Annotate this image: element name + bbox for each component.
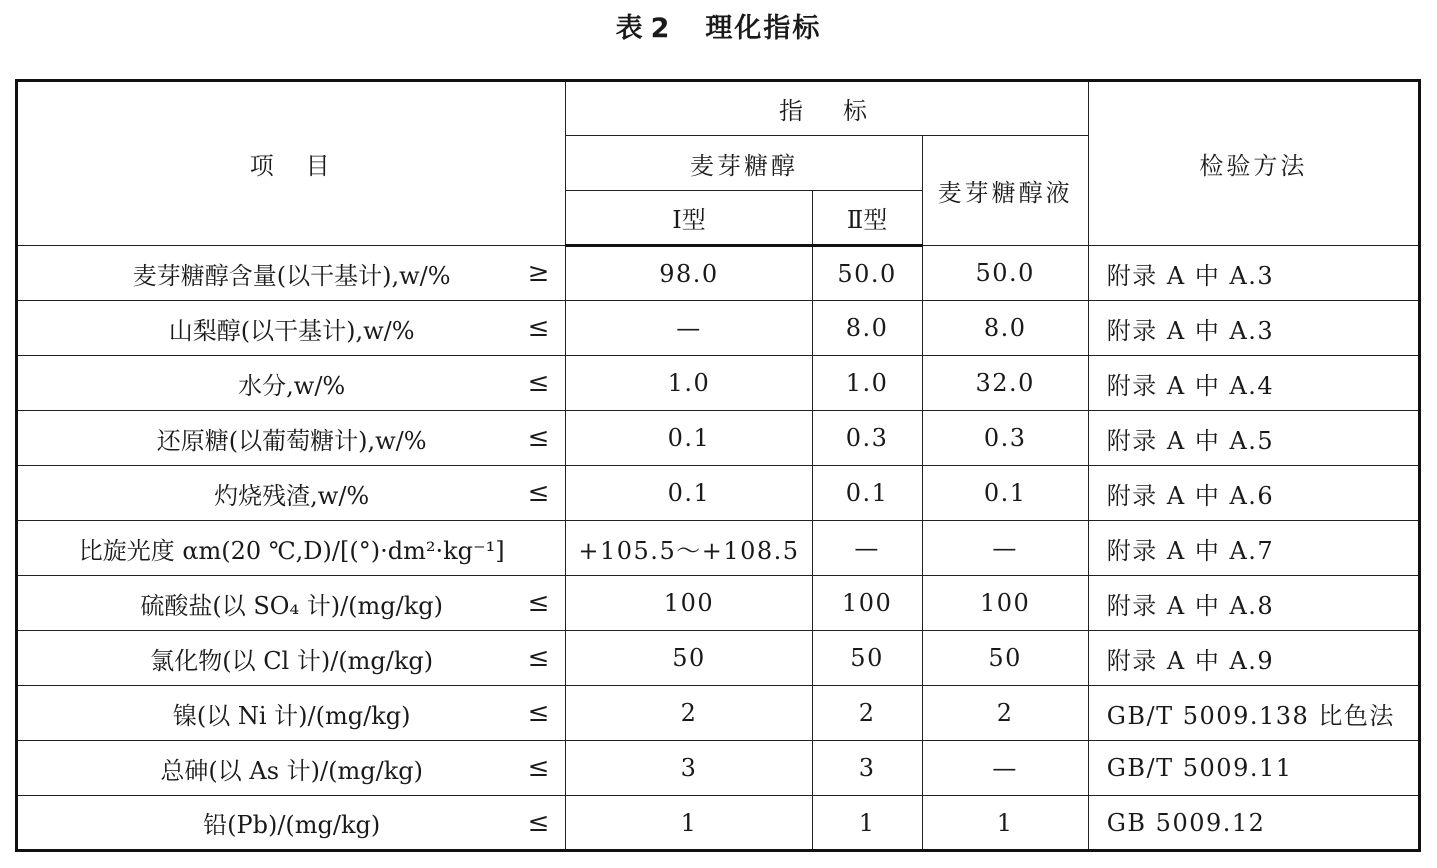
row-item-label: 总砷(以 As 计)/(mg/kg) (160, 756, 423, 785)
row-method-cell: 附录 A 中 A.9 (1088, 631, 1419, 686)
row-type1-cell: +105.5～+108.5 (566, 521, 812, 576)
header-maltitol-liquid: 麦芽糖醇液 (922, 136, 1088, 246)
row-liquid-cell: 50.0 (922, 246, 1088, 301)
row-type2-cell: 50 (812, 631, 922, 686)
caption-label: 表 (615, 13, 645, 44)
caption-number: 2 (650, 13, 672, 44)
row-method-cell: 附录 A 中 A.3 (1088, 246, 1419, 301)
row-operator: ≤ (527, 478, 550, 508)
row-liquid-cell: 100 (922, 576, 1088, 631)
row-type1-cell: 1.0 (566, 356, 812, 411)
table-row (17, 466, 1420, 521)
row-item-label: 麦芽糖醇含量(以干基计),w/% (132, 261, 451, 290)
row-liquid-cell: 0.1 (922, 466, 1088, 521)
row-method-cell: 附录 A 中 A.4 (1088, 356, 1419, 411)
row-type1-cell: 0.1 (566, 411, 812, 466)
table-row (17, 796, 1420, 851)
row-liquid-cell: 2 (922, 686, 1088, 741)
header-type-2: Ⅱ型 (812, 191, 922, 246)
row-operator: ≤ (527, 368, 550, 398)
row-operator: ≤ (527, 698, 550, 728)
row-item-cell (17, 796, 566, 851)
table-caption (0, 6, 1437, 45)
row-item-label: 硫酸盐(以 SO₄ 计)/(mg/kg) (140, 591, 444, 620)
row-item-cell (17, 246, 566, 301)
header-index-group: 指 标 (566, 81, 1088, 136)
row-type2-cell: 0.3 (812, 411, 922, 466)
row-type2-cell: 50.0 (812, 246, 922, 301)
row-type1-cell: 0.1 (566, 466, 812, 521)
row-method-cell: GB/T 5009.138 比色法 (1088, 686, 1419, 741)
row-method-cell: 附录 A 中 A.6 (1088, 466, 1419, 521)
row-item-label: 山梨醇(以干基计),w/% (168, 316, 415, 345)
row-liquid-cell: 1 (922, 796, 1088, 851)
row-item-label: 铅(Pb)/(mg/kg) (203, 811, 381, 839)
row-item-cell (17, 631, 566, 686)
table-row (17, 301, 1420, 356)
row-liquid-cell: 50 (922, 631, 1088, 686)
row-type2-cell: 3 (812, 741, 922, 796)
row-operator: ≤ (527, 423, 550, 453)
row-type2-cell: — (812, 521, 922, 576)
row-operator: ≤ (527, 588, 550, 618)
row-item-label: 比旋光度 αm(20 ℃,D)/[(°)·dm²·kg⁻¹] (78, 536, 505, 565)
caption-title: 理化指标 (705, 13, 822, 44)
row-item-label: 镍(以 Ni 计)/(mg/kg) (172, 701, 411, 730)
row-method-cell: 附录 A 中 A.7 (1088, 521, 1419, 576)
table-row (17, 521, 1420, 576)
row-liquid-cell: 8.0 (922, 301, 1088, 356)
row-item-cell (17, 356, 566, 411)
header-maltitol: 麦芽糖醇 (566, 136, 922, 191)
row-type1-cell: 3 (566, 741, 812, 796)
row-item-cell (17, 466, 566, 521)
row-liquid-cell: 32.0 (922, 356, 1088, 411)
specification-table (15, 79, 1421, 852)
row-item-cell (17, 521, 566, 576)
row-type2-cell: 0.1 (812, 466, 922, 521)
row-item-cell (17, 686, 566, 741)
row-liquid-cell: 0.3 (922, 411, 1088, 466)
row-item-cell (17, 576, 566, 631)
row-item-label: 还原糖(以葡萄糖计),w/% (156, 426, 427, 455)
table-body (17, 246, 1420, 851)
table-row (17, 686, 1420, 741)
row-operator: ≤ (527, 643, 550, 673)
row-type1-cell: 50 (566, 631, 812, 686)
table-row (17, 356, 1420, 411)
row-type2-cell: 1 (812, 796, 922, 851)
row-type1-cell: 98.0 (566, 246, 812, 301)
table-row (17, 576, 1420, 631)
row-liquid-cell: — (922, 741, 1088, 796)
row-item-cell (17, 411, 566, 466)
row-operator: ≥ (527, 258, 550, 288)
table-row (17, 741, 1420, 796)
row-item-label: 灼烧残渣,w/% (214, 481, 370, 510)
row-type2-cell: 100 (812, 576, 922, 631)
row-method-cell: 附录 A 中 A.5 (1088, 411, 1419, 466)
row-liquid-cell: — (922, 521, 1088, 576)
table-row (17, 246, 1420, 301)
row-item-cell (17, 741, 566, 796)
table-row (17, 631, 1420, 686)
row-type2-cell: 8.0 (812, 301, 922, 356)
row-item-label: 水分,w/% (238, 371, 346, 400)
row-operator: ≤ (527, 807, 550, 838)
row-item-cell (17, 301, 566, 356)
row-type1-cell: 1 (566, 796, 812, 851)
table-row (17, 411, 1420, 466)
row-method-cell: GB 5009.12 (1088, 796, 1419, 851)
row-type1-cell: 2 (566, 686, 812, 741)
row-type1-cell: 100 (566, 576, 812, 631)
header-method: 检验方法 (1088, 81, 1419, 246)
row-operator: ≤ (527, 313, 550, 343)
row-type2-cell: 1.0 (812, 356, 922, 411)
row-operator: ≤ (527, 753, 550, 783)
row-method-cell: 附录 A 中 A.8 (1088, 576, 1419, 631)
row-method-cell: GB/T 5009.11 (1088, 741, 1419, 796)
row-type1-cell: — (566, 301, 812, 356)
header-type-1: Ⅰ型 (566, 191, 812, 246)
row-type2-cell: 2 (812, 686, 922, 741)
row-item-label: 氯化物(以 Cl 计)/(mg/kg) (150, 646, 434, 675)
header-item: 项 目 (17, 81, 566, 246)
row-method-cell: 附录 A 中 A.3 (1088, 301, 1419, 356)
